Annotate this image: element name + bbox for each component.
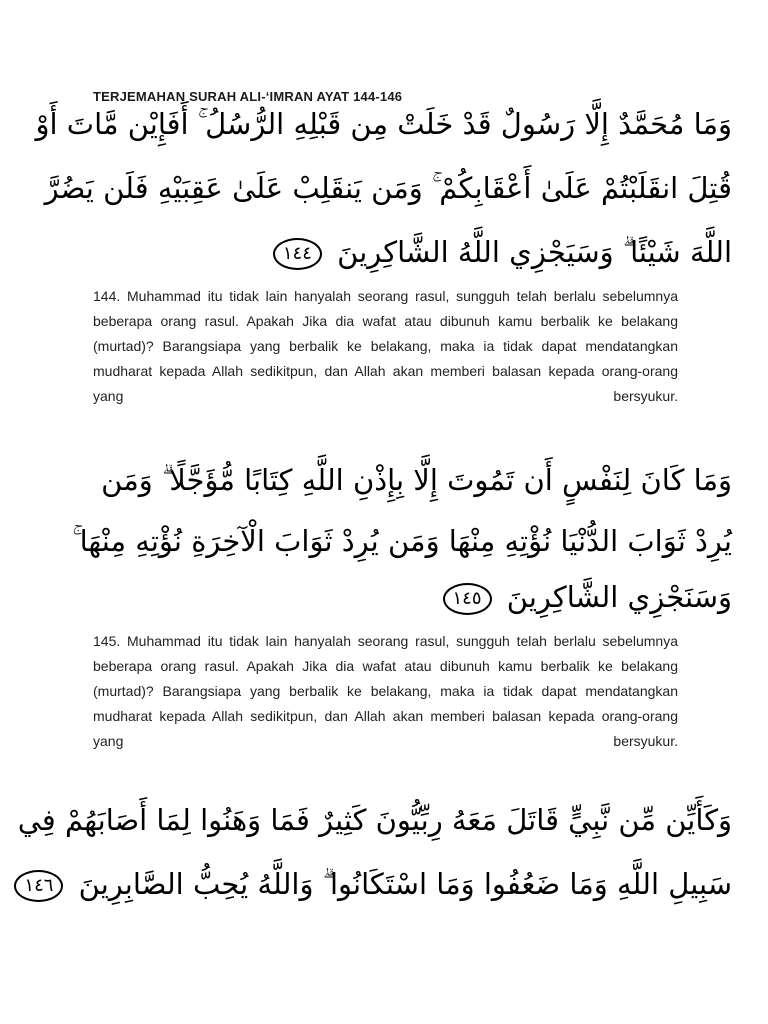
arabic-line: وَكَأَيِّن مِّن نَّبِيٍّ قَاتَلَ مَعَهُ رِبِّيُّونَ كَثِيرٌ فَمَا وَهَنُوا لِمَا أَصَابَهُمْ فِي — [17, 803, 732, 837]
translation-145: 145. Muhammad itu tidak lain hanyalah seorang rasul, sungguh telah berlalu sebelumnya beberapa orang rasul. Apakah Jika dia wafat atau dibunuh kamu berbalik ke belakang (murtad)? Barangsiapa yang berbalik ke belakang, maka ia tidak dapat mendatangkan mudharat kepada Allah sedikitpun, dan Allah akan memberi balasan kepada orang-orang yang bersyukur. — [93, 633, 678, 749]
arabic-line: قُتِلَ انقَلَبْتُمْ عَلَىٰ أَعْقَابِكُمْ ۚ وَمَن يَنقَلِبْ عَلَىٰ عَقِبَيْهِ فَلَن يَضُرَّ — [44, 171, 732, 205]
arabic-verse-144 — [35, 92, 732, 284]
arabic-line: يُرِدْ ثَوَابَ الدُّنْيَا نُؤْتِهِ مِنْهَا وَمَن يُرِدْ ثَوَابَ الْآخِرَةِ نُؤْتِهِ مِنْهَا ۚ — [72, 524, 732, 558]
verse-number-marker: ١٤٤ — [273, 238, 322, 270]
arabic-line: وَمَا مُحَمَّدٌ إِلَّا رَسُولٌ قَدْ خَلَتْ مِن قَبْلِهِ الرُّسُلُ ۚ أَفَإِيْن مَّاتَ أَوْ — [35, 107, 732, 141]
arabic-verse-145 — [72, 448, 732, 624]
arabic-line: وَمَا كَانَ لِنَفْسٍ أَن تَمُوتَ إِلَّا بِإِذْنِ اللَّهِ كِتَابًا مُّؤَجَّلًا ۗ وَمَن — [101, 463, 732, 497]
arabic-verse-146 — [17, 788, 732, 916]
verse-number-marker: ١٤٦ — [14, 870, 63, 902]
arabic-text: سَبِيلِ اللَّهِ وَمَا ضَعُفُوا وَمَا اسْتَكَانُوا ۗ وَاللَّهُ يُحِبُّ الصَّابِرِينَ — [78, 867, 732, 901]
arabic-line — [128, 220, 732, 284]
arabic-line — [24, 852, 732, 916]
verse-number-marker: ١٤٥ — [443, 583, 492, 615]
arabic-text: اللَّهَ شَيْئًا ۗ وَسَيَجْزِي اللَّهُ الشَّاكِرِينَ — [337, 235, 732, 269]
translation-144: 144. Muhammad itu tidak lain hanyalah seorang rasul, sungguh telah berlalu sebelumnya beberapa orang rasul. Apakah Jika dia wafat atau dibunuh kamu berbalik ke belakang (murtad)? Barangsiapa yang berbalik ke belakang, maka ia tidak dapat mendatangkan mudharat kepada Allah sedikitpun, dan Allah akan memberi balasan kepada orang-orang yang bersyukur. — [93, 288, 678, 404]
arabic-line — [128, 570, 732, 624]
document-title: TERJEMAHAN SURAH ALI-‘IMRAN AYAT 144-146 — [93, 89, 403, 104]
arabic-text: وَسَنَجْزِي الشَّاكِرِينَ — [506, 580, 732, 614]
